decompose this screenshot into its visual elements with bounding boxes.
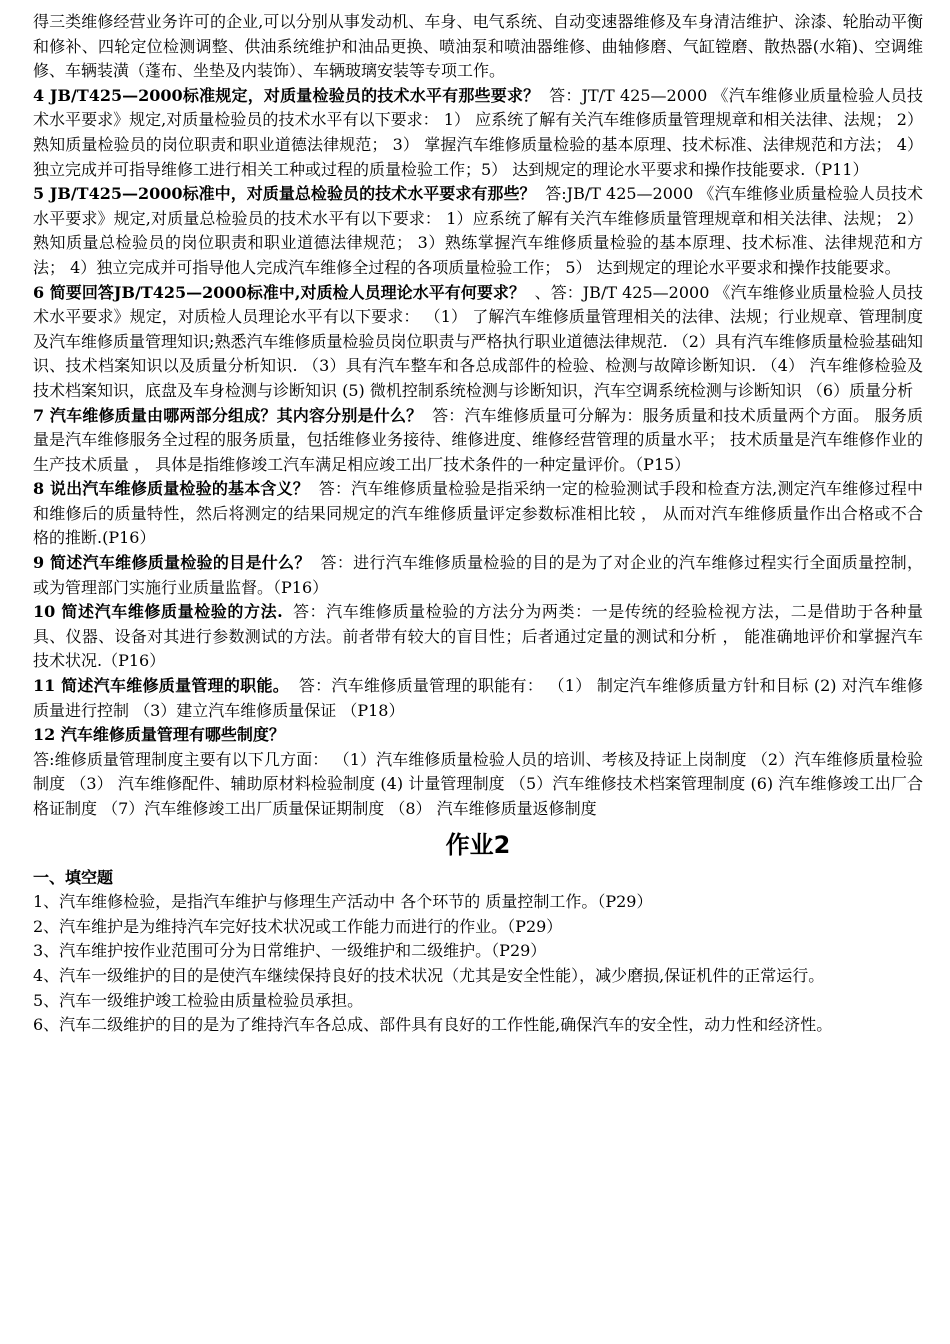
fill-item: 3、汽车维护按作业范围可分为日常维护、一级维护和二级维护。（P29）	[33, 941, 547, 961]
question-text: 4 JB/T425—2000标准规定，对质量检验员的技术水平有那些要求？	[33, 85, 540, 105]
question-text: 8 说出汽车维修质量检验的基本含义？	[33, 479, 309, 499]
qa-item-4	[33, 84, 923, 182]
intro-paragraph: 得三类维修经营业务许可的企业,可以分别从事发动机、车身、电气系统、自动变速器维修及车身清洁维护、涂漆、轮胎动平衡和修补、四轮定位检测调整、供油系统维护和油品更换、喷油泵和喷油器维修、曲轴修磨、气缸镗磨、散热器(水箱)、空调维修、车辆装潢（蓬布、坐垫及内装饰）、车辆玻璃安装等专项工作。	[33, 12, 923, 81]
document-page	[33, 10, 923, 1038]
question-text: 10 简述汽车维修质量检验的方法.	[33, 602, 283, 622]
qa-item-6	[33, 281, 923, 404]
fill-item: 5、汽车一级维护竣工检验由质量检验员承担。	[33, 990, 364, 1010]
fill-item: 2、汽车维护是为维持汽车完好技术状况或工作能力而进行的作业。（P29）	[33, 916, 563, 936]
qa-item-9	[33, 551, 923, 600]
answer-text: 答：汽车维修质量检验是指采纳一定的检验测试手段和检查方法,测定汽车维修过程中和维修后的质量特性，然后将测定的结果同规定的汽车维修质量评定参数标准相比较 ， 从而对汽车维修质量作出合格或不合格的推断.(P16）	[33, 479, 923, 548]
answer-text: 答：汽车维修质量检验的方法分为两类：一是传统的经验检视方法，二是借助于各种量具、仪器、设备对其进行参数测试的方法。前者带有较大的盲目性；后者通过定量的测试和分析 ， 能准确地评价和掌握汽车技术状况.（P16）	[33, 602, 923, 671]
section-heading: 一、填空题	[33, 867, 114, 887]
answer-text: 答：进行汽车维修质量检验的目的是为了对企业的汽车维修过程实行全面质量控制，或为管理部门实施行业质量监督。（P16）	[33, 553, 923, 597]
answer-text: 答:JB/T 425—2000 《汽车维修业质量检验人员技术水平要求》规定,对质量总检验员的技术水平有以下要求： 1）应系统了解有关汽车维修质量管理规章和相关法律、法规； 2） 熟知质量总检验员的岗位职责和职业道德法律规范； 3）熟练掌握汽车维修质量检验的基本原理、技术标准、法律规范和方法； 4）独立完成并可指导他人完成汽车维修全过程的各项质量检验工作； 5） 达到规定的理论水平要求和操作技能要求。	[33, 184, 923, 277]
fill-item: 4、汽车一级维护的目的是使汽车继续保持良好的技术状况（尤其是安全性能），减少磨损,保证机件的正常运行。	[33, 965, 825, 985]
answer-12: 答:维修质量管理制度主要有以下几方面： （1）汽车维修质量检验人员的培训、考核及持证上岗制度 （2）汽车维修质量检验制度 （3） 汽车维修配件、辅助原材料检验制度 (4) 计量管理制度 （5）汽车维修技术档案管理制度 (6) 汽车维修竣工出厂合格证制度 （7）汽车维修竣工出厂质量保证期制度 （8） 汽车维修质量返修制度	[33, 749, 923, 818]
qa-item-11	[33, 674, 923, 723]
answer-text: 、答：JB/T 425—2000 《汽车维修业质量检验人员技术水平要求》规定，对质检人员理论水平有以下要求： （1） 了解汽车维修质量管理相关的法律、法规；行业规章、管理制度及汽车维修质量管理知识;熟悉汽车维修质量检验员岗位职责与严格执行职业道德法律规范. （2）具有汽车维修质量检验基础知识、技术档案知识以及质量分析知识. （3）具有汽车整车和各总成部件的检验、检测与故障诊断知识. （4） 汽车维修检验及技术档案知识，底盘及车身检测与诊断知识 (5) 微机控制系统检测与诊断知识，汽车空调系统检测与诊断知识 （6）质量分析	[33, 282, 923, 400]
qa-item-5	[33, 182, 923, 280]
fill-item: 6、汽车二级维护的目的是为了维持汽车各总成、部件具有良好的工作性能,确保汽车的安全性，动力性和经济性。	[33, 1015, 833, 1035]
answer-text: 答：JT/T 425—2000 《汽车维修业质量检验人员技术水平要求》规定,对质量检验员的技术水平有以下要求： 1） 应系统了解有关汽车维修质量管理规章和相关法律、法规； 2） 熟知质量检验员的岗位职责和职业道德法律规范； 3） 掌握汽车维修质量检验的基本原理、技术标准、法律规范和方法； 4） 独立完成并可指导维修工进行相关工种或过程的质量检验工作；5） 达到规定的理论水平要求和操作技能要求.（P11）	[33, 85, 923, 179]
question-text: 9 简述汽车维修质量检验的目是什么？	[33, 553, 311, 573]
homework-title: 作业2	[445, 830, 511, 859]
qa-item-7	[33, 404, 923, 478]
question-text: 6 简要回答JB/T425—2000标准中,对质检人员理论水平有何要求？	[33, 282, 526, 302]
question-text: 11 简述汽车维修质量管理的职能。	[33, 676, 290, 696]
question-text: 5 JB/T425—2000标准中，对质量总检验员的技术水平要求有那些？	[33, 184, 536, 204]
answer-text: 答：汽车维修质量可分解为：服务质量和技术质量两个方面。 服务质量是汽车维修服务全过程的服务质量，包括维修业务接待、维修进度、维修经营管理的质量水平； 技术质量是汽车维修作业的生产技术质量 ， 具体是指维修竣工汽车满足相应竣工出厂技术条件的一种定量评价。（P15）	[33, 405, 923, 474]
answer-text: 答：汽车维修质量管理的职能有： （1） 制定汽车维修质量方针和目标 (2) 对汽车维修质量进行控制 （3）建立汽车维修质量保证 （P18）	[33, 676, 923, 720]
question-text: 7 汽车维修质量由哪两部分组成？其内容分别是什么？	[33, 405, 423, 425]
qa-item-10	[33, 600, 923, 674]
qa-item-8	[33, 477, 923, 551]
fill-item: 1、汽车维修检验，是指汽车维护与修理生产活动中 各个环节的 质量控制工作。（P29）	[33, 892, 653, 912]
question-12: 12 汽车维修质量管理有哪些制度？	[33, 725, 285, 745]
